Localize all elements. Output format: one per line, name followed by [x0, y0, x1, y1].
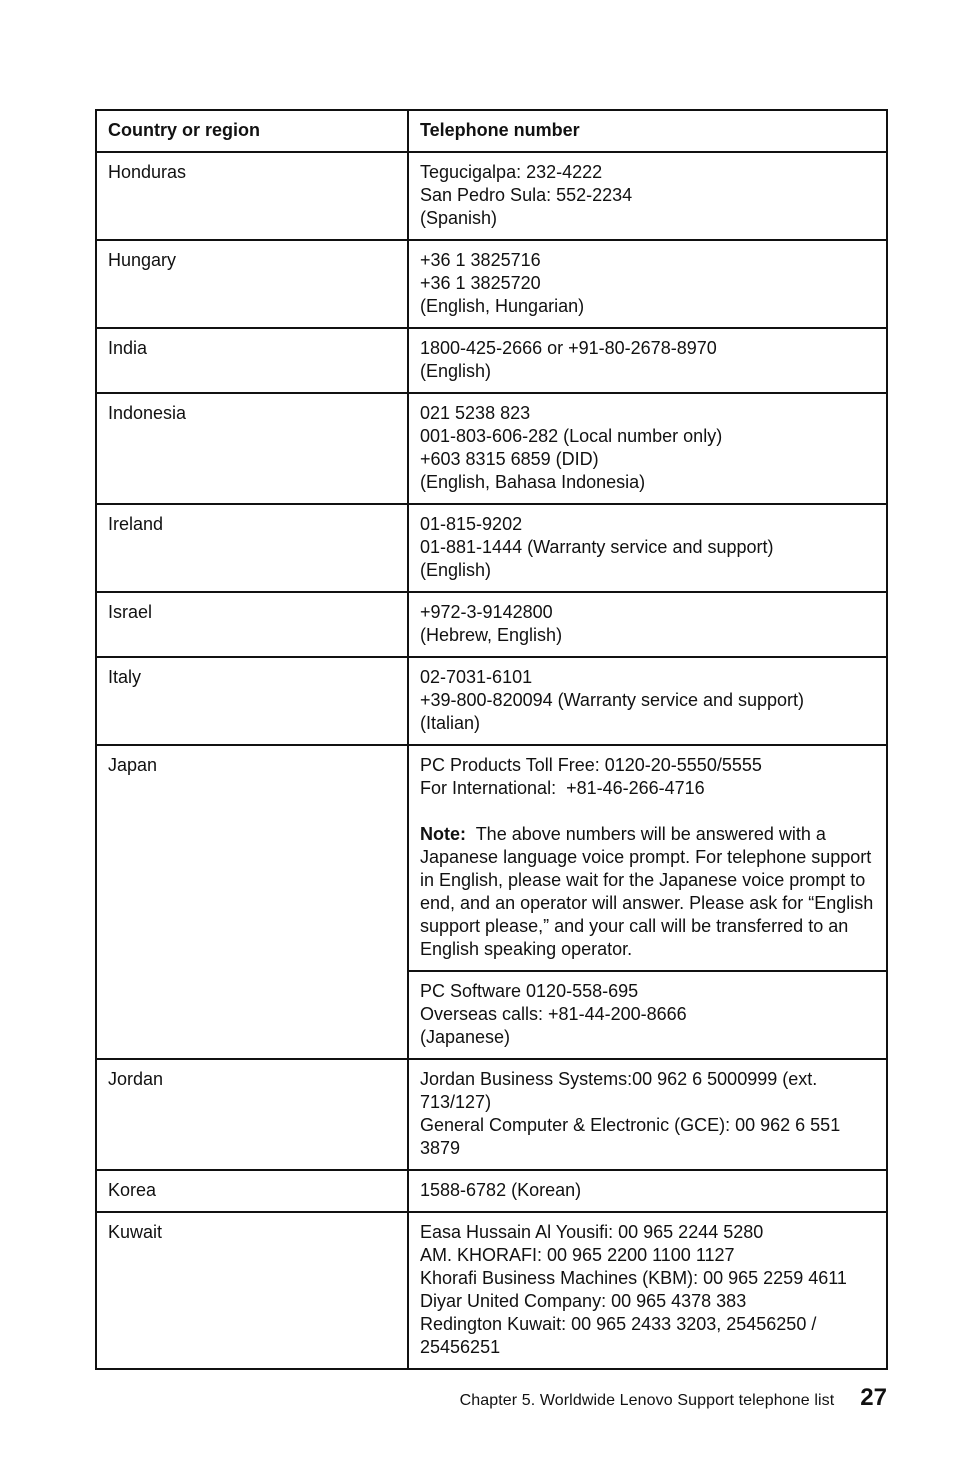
table-row	[97, 744, 886, 1058]
phone-cell	[409, 394, 886, 503]
phone-line: 1800-425-2666 or +91-80-2678-8970	[420, 338, 717, 358]
japan-note	[420, 823, 875, 961]
table-row	[97, 503, 886, 591]
phone-line: +36 1 3825716	[420, 250, 541, 270]
note-label: Note:	[420, 824, 466, 844]
page-footer	[460, 1384, 887, 1412]
table-row	[97, 656, 886, 744]
header-country: Country or region	[97, 111, 409, 151]
chapter-title: Chapter 5. Worldwide Lenovo Support telephone list	[459, 1392, 835, 1409]
phone-line: Easa Hussain Al Yousifi: 00 965 2244 5280	[420, 1222, 764, 1242]
table-row	[97, 152, 886, 239]
phone-line: +36 1 3825720	[420, 273, 541, 293]
phone-line: Khorafi Business Machines (KBM): 00 965 2259 4611	[420, 1268, 847, 1288]
phone-line: (Japanese)	[420, 1027, 511, 1047]
page-number: 27	[860, 1384, 887, 1411]
phone-line: (Spanish)	[420, 208, 498, 228]
table-row	[97, 327, 886, 392]
table-row	[97, 392, 886, 503]
phone-cell	[409, 241, 886, 327]
phone-line: Jordan Business Systems:00 962 6 5000999 (ext. 713/127)	[420, 1069, 818, 1112]
phone-line: PC Software 0120-558-695	[420, 981, 639, 1001]
table-row	[97, 239, 886, 327]
phone-cell	[409, 746, 886, 1058]
phone-line: For International: +81-46-266-4716	[420, 778, 705, 798]
phone-cell	[409, 593, 886, 656]
header-phone-cell	[409, 111, 886, 151]
phone-cell	[409, 505, 886, 591]
country-cell: Honduras	[97, 153, 409, 239]
phone-line: 01-881-1444 (Warranty service and support)	[420, 537, 774, 557]
phone-line: (English)	[420, 560, 492, 580]
country-cell: Hungary	[97, 241, 409, 327]
country-cell: Kuwait	[97, 1213, 409, 1368]
phone-line: +603 8315 6859 (DID)	[420, 449, 599, 469]
phone-cell	[409, 1060, 886, 1169]
phone-line: +972-3-9142800	[420, 602, 553, 622]
country-cell: Japan	[97, 746, 409, 1058]
phone-line: 01-815-9202	[420, 514, 523, 534]
table-row	[97, 1058, 886, 1169]
table-header-row	[97, 111, 886, 152]
phone-line: +39-800-820094 (Warranty service and support)	[420, 690, 805, 710]
phone-line: AM. KHORAFI: 00 965 2200 1100 1127	[420, 1245, 735, 1265]
table-row	[97, 1169, 886, 1211]
phone-line: General Computer & Electronic (GCE): 00 962 6 551 3879	[420, 1115, 841, 1158]
phone-cell	[409, 1171, 886, 1211]
support-phone-table	[95, 109, 888, 1370]
phone-line: San Pedro Sula: 552-2234	[420, 185, 633, 205]
phone-line: (English, Bahasa Indonesia)	[420, 472, 646, 492]
phone-cell	[409, 153, 886, 239]
phone-line: 1588-6782 (Korean)	[420, 1180, 582, 1200]
phone-line: Diyar United Company: 00 965 4378 383	[420, 1291, 747, 1311]
table-row	[97, 591, 886, 656]
phone-line: (English, Hungarian)	[420, 296, 585, 316]
phone-line: 021 5238 823	[420, 403, 531, 423]
phone-cell	[409, 1213, 886, 1368]
table-row	[97, 1211, 886, 1368]
phone-line: PC Products Toll Free: 0120-20-5550/5555	[420, 755, 762, 775]
phone-cell	[409, 658, 886, 744]
phone-line: Redington Kuwait: 00 965 2433 3203, 25456250 / 25456251	[420, 1314, 817, 1357]
country-cell: Italy	[97, 658, 409, 744]
country-cell: Korea	[97, 1171, 409, 1211]
country-cell: Israel	[97, 593, 409, 656]
country-cell: Indonesia	[97, 394, 409, 503]
note-text: The above numbers will be answered with a Japanese language voice prompt. For telephone support in English, please wait for the Japanese voice prompt to end, and an operator will answer. Please ask for “English support please,” and your call will be transferred to an English speaking operator.	[420, 824, 874, 959]
phone-line: (English)	[420, 361, 492, 381]
phone-cell	[409, 329, 886, 392]
phone-line: 02-7031-6101	[420, 667, 533, 687]
phone-line: (Hebrew, English)	[420, 625, 563, 645]
phone-line: (Italian)	[420, 713, 481, 733]
phone-line: Overseas calls: +81-44-200-8666	[420, 1004, 687, 1024]
header-phone: Telephone number	[420, 120, 580, 140]
country-cell: Jordan	[97, 1060, 409, 1169]
country-cell: India	[97, 329, 409, 392]
phone-line: 001-803-606-282 (Local number only)	[420, 426, 723, 446]
phone-line: Tegucigalpa: 232-4222	[420, 162, 603, 182]
country-cell: Ireland	[97, 505, 409, 591]
